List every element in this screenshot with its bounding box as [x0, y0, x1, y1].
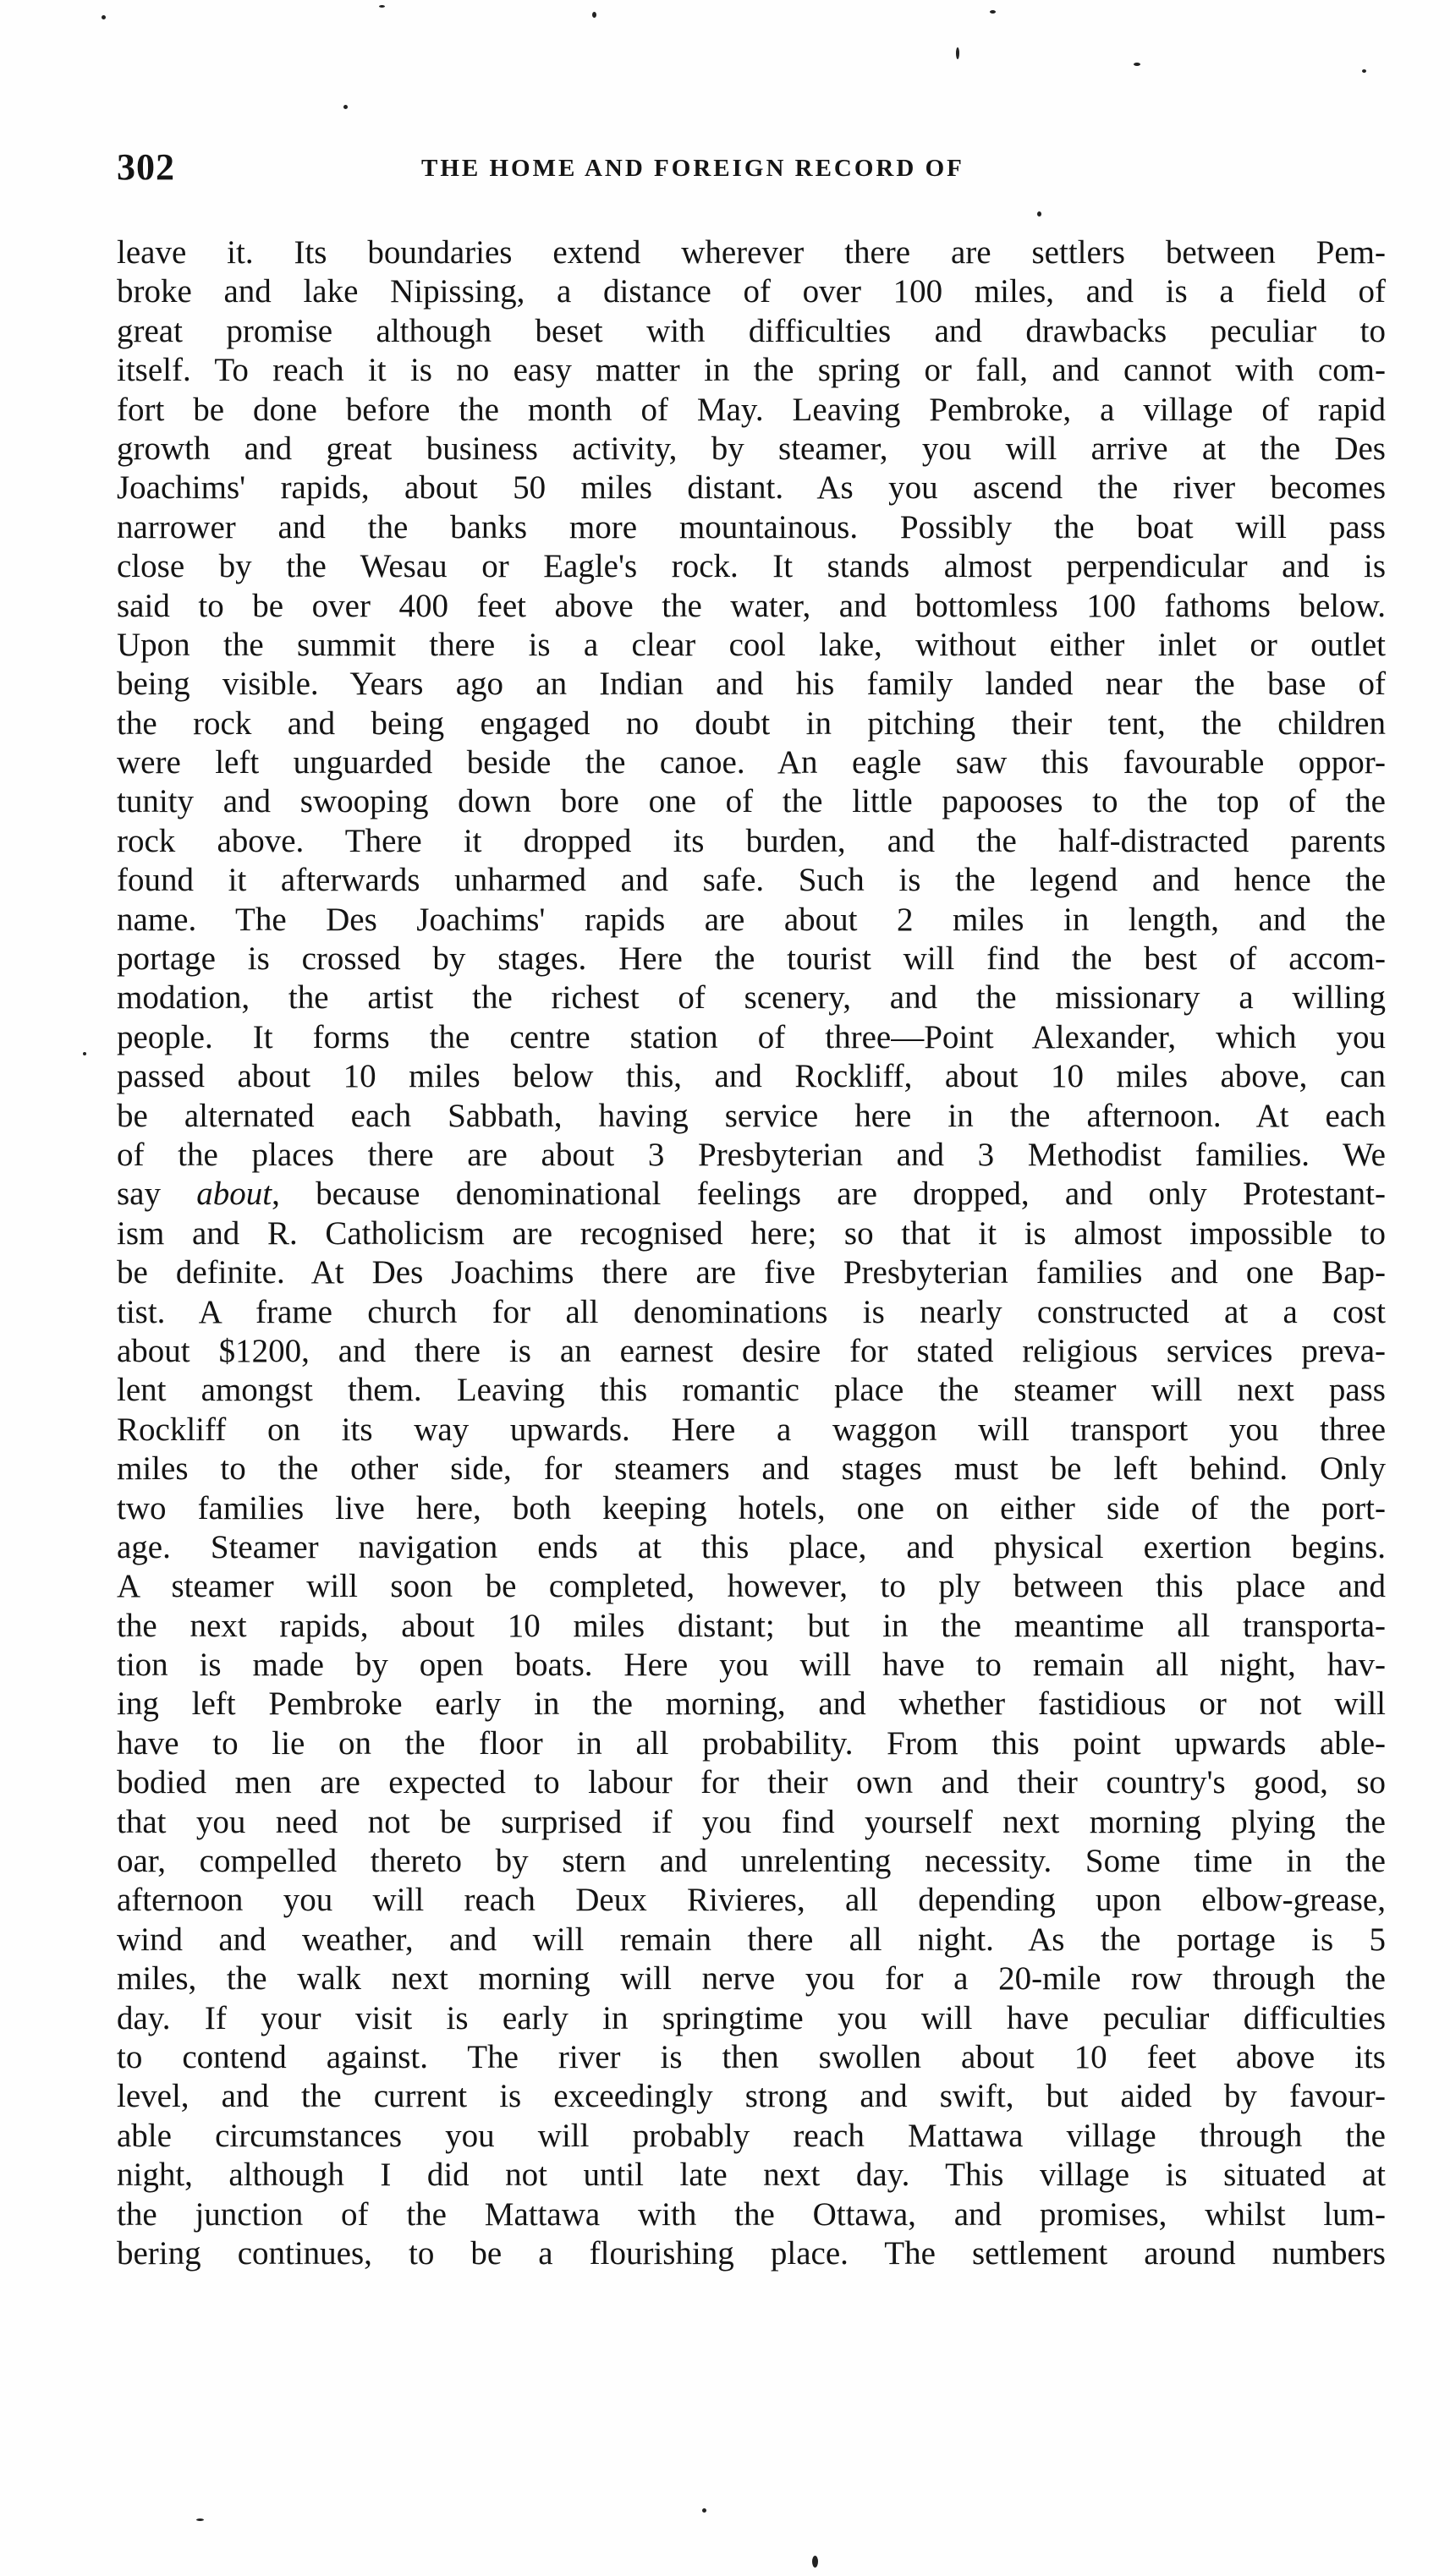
scan-speck: [1362, 69, 1366, 73]
text-line: the junction of the Mattawa with the Ottawa, and promises, whilst lum-: [117, 2195, 1386, 2233]
scan-speck: [990, 10, 996, 14]
text-line: night, although I did not until late next day. This village is situated at: [117, 2157, 1386, 2194]
text-line: close by the Wesau or Eagle's rock. It stands almost perpendicular and is: [117, 548, 1386, 585]
italic-word: about: [196, 1176, 272, 1213]
text-line: about $1200, and there is an earnest desire for stated religious services preva-: [117, 1332, 1386, 1369]
scan-speck: [592, 12, 596, 18]
text-line: tist. A frame church for all denominations is nearly constructed at a cost: [117, 1293, 1386, 1330]
text-line: tunity and swooping down bore one of the little papooses to the top of the: [117, 783, 1386, 820]
text-line: people. It forms the centre station of three—Point Alexander, which you: [117, 1018, 1386, 1055]
running-title: THE HOME AND FOREIGN RECORD OF: [421, 155, 964, 182]
text-line: leave it. Its boundaries extend wherever there are settlers between Pem-: [117, 234, 1386, 271]
text-line: of the places there are about 3 Presbyterian and 3 Methodist families. We: [117, 1136, 1386, 1173]
scan-speck: [343, 105, 348, 109]
text-line: be alternated each Sabbath, having service here in the afternoon. At each: [117, 1097, 1386, 1134]
scan-speck: [102, 15, 106, 19]
text-line: found it afterwards unharmed and safe. Such is the legend and hence the: [117, 862, 1386, 899]
text-line: narrower and the banks more mountainous. Possibly the boat will pass: [117, 508, 1386, 545]
text-line: two families live here, both keeping hotels, one on either side of the port-: [117, 1489, 1386, 1526]
text-line: A steamer will soon be completed, however, to ply between this place and: [117, 1568, 1386, 1605]
text-line: name. The Des Joachims' rapids are about 2 miles in length, and the: [117, 901, 1386, 938]
text-line: have to lie on the floor in all probability. From this point upwards able-: [117, 1724, 1386, 1762]
scan-speck: [812, 2556, 818, 2568]
text-line: said to be over 400 feet above the water, and bottomless 100 fathoms below.: [117, 587, 1386, 624]
text-line: rock above. There it dropped its burden, and the half-distracted parents: [117, 822, 1386, 859]
text-line: Joachims' rapids, about 50 miles distant. As you ascend the river becomes: [117, 469, 1386, 507]
scan-speck: [1134, 63, 1140, 66]
text-line: wind and weather, and will remain there all night. As the portage is 5: [117, 1921, 1386, 1958]
scan-speck: [196, 2518, 204, 2521]
text-line: tion is made by open boats. Here you will have to remain all night, hav-: [117, 1647, 1386, 1684]
page-number: 302: [117, 146, 175, 188]
scan-speck: [702, 2508, 706, 2513]
scan-speck: [379, 5, 385, 8]
text-line: being visible. Years ago an Indian and his family landed near the base of: [117, 666, 1386, 703]
text-line: passed about 10 miles below this, and Rockliff, about 10 miles above, can: [117, 1058, 1386, 1095]
text-line: day. If your visit is early in springtime you will have peculiar difficulties: [117, 1999, 1386, 2036]
text-line: Rockliff on its way upwards. Here a waggon will transport you three: [117, 1411, 1386, 1448]
text-line: be definite. At Des Joachims there are five Presbyterian families and one Bap-: [117, 1254, 1386, 1291]
text-line: modation, the artist the richest of scenery, and the missionary a willing: [117, 979, 1386, 1017]
text-line: ism and R. Catholicism are recognised here; so that it is almost impossible to: [117, 1214, 1386, 1252]
text-line: bering continues, to be a flourishing place. The settlement around numbers: [117, 2234, 1386, 2272]
text-fragment: , because denominational feelings are dropped, and only Protestant-: [272, 1176, 1386, 1213]
text-line: miles, the walk next morning will nerve you for a 20-mile row through the: [117, 1960, 1386, 1998]
page-header: [117, 142, 1386, 193]
text-line: ing left Pembroke early in the morning, and whether fastidious or not will: [117, 1685, 1386, 1723]
text-line: broke and lake Nipissing, a distance of over 100 miles, and is a field of: [117, 273, 1386, 310]
text-line: portage is crossed by stages. Here the tourist will find the best of accom-: [117, 940, 1386, 978]
text-line: to contend against. The river is then swollen about 10 feet above its: [117, 2038, 1386, 2075]
scan-speck: [83, 1052, 86, 1055]
text-line: able circumstances you will probably reach Mattawa village through the: [117, 2117, 1386, 2154]
text-line: growth and great business activity, by steamer, you will arrive at the Des: [117, 430, 1386, 467]
text-line-with-italic: [117, 1175, 1386, 1214]
scan-speck: [1037, 211, 1041, 216]
text-line: bodied men are expected to labour for their own and their country's good, so: [117, 1764, 1386, 1801]
text-line: afternoon you will reach Deux Rivieres, all depending upon elbow-grease,: [117, 1882, 1386, 1919]
scan-speck: [956, 47, 959, 59]
text-line: the next rapids, about 10 miles distant; but in the meantime all transporta-: [117, 1607, 1386, 1644]
text-line: that you need not be surprised if you find yourself next morning plying the: [117, 1803, 1386, 1840]
text-line: age. Steamer navigation ends at this place, and physical exertion begins.: [117, 1528, 1386, 1565]
text-line: itself. To reach it is no easy matter in the spring or fall, and cannot with com-: [117, 352, 1386, 389]
text-line: the rock and being engaged no doubt in pitching their tent, the children: [117, 704, 1386, 742]
text-line: oar, compelled thereto by stern and unrelenting necessity. Some time in the: [117, 1843, 1386, 1880]
text-line: great promise although beset with difficulties and drawbacks peculiar to: [117, 312, 1386, 349]
body-text: [117, 233, 1386, 2273]
text-line: level, and the current is exceedingly strong and swift, but aided by favour-: [117, 2078, 1386, 2115]
text-line: Upon the summit there is a clear cool lake, without either inlet or outlet: [117, 626, 1386, 663]
text-fragment: say: [117, 1176, 197, 1213]
text-line: miles to the other side, for steamers and stages must be left behind. Only: [117, 1450, 1386, 1488]
text-line: were left unguarded beside the canoe. An eagle saw this favourable oppor-: [117, 744, 1386, 781]
text-line: fort be done before the month of May. Leaving Pembroke, a village of rapid: [117, 391, 1386, 428]
text-line: lent amongst them. Leaving this romantic place the steamer will next pass: [117, 1372, 1386, 1409]
